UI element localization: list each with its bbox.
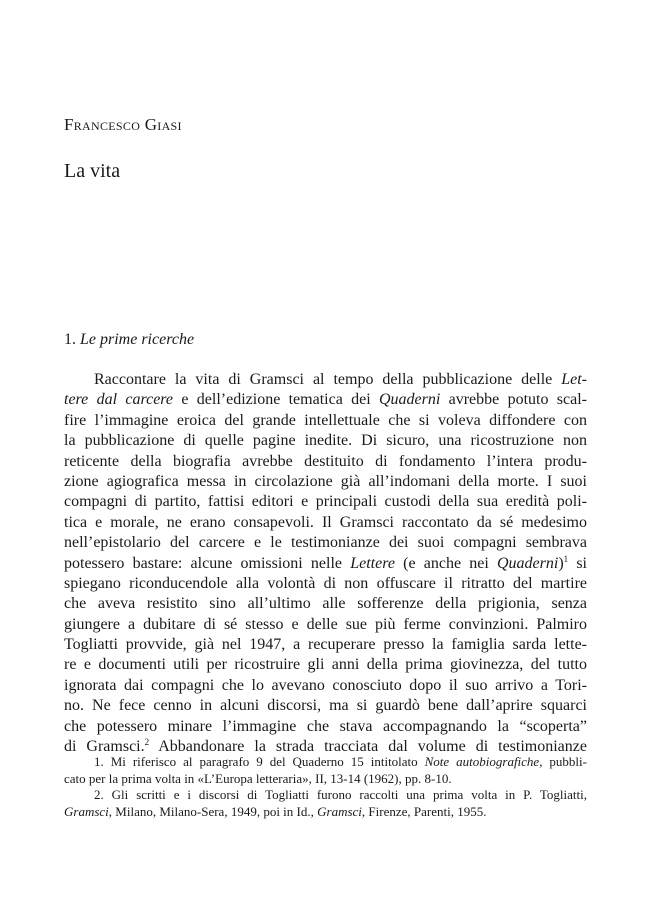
section-number: 1. xyxy=(64,331,76,348)
text-run: spiegano riconducendole alla volontà di non offuscare il ritratto del martire xyxy=(64,574,587,592)
paragraph-line xyxy=(64,635,587,655)
text-run: e dell’edizione tematica dei xyxy=(173,391,379,409)
text-run: , Firenze, Parenti, 1955. xyxy=(361,803,487,819)
text-run: che aveva resistito sino all’ultimo alle sofferenze della prigionia, senza xyxy=(64,595,587,613)
text-run: di Gramsci. xyxy=(64,738,145,756)
text-run: reticente della biografia avrebbe destituito di fondamento l’intera produ- xyxy=(64,452,587,470)
paragraph-line xyxy=(64,574,587,594)
section-heading xyxy=(64,331,194,349)
text-run: tica e morale, ne erano consapevoli. Il Gramsci raccontato da sé medesimo xyxy=(64,513,587,531)
text-run: la pubblicazione di quelle pagine inedite. Di sicuro, una ricostruzione non xyxy=(64,432,587,450)
body-text xyxy=(64,370,587,757)
footnote-line xyxy=(64,771,587,788)
text-run: fire l’immagine eroica del grande intellettuale che si voleva diffondere con xyxy=(64,411,587,429)
paragraph-line xyxy=(64,696,587,716)
paragraph-line xyxy=(64,717,587,737)
paragraph-line xyxy=(64,513,587,533)
author-name: Francesco Giasi xyxy=(64,115,182,134)
text-run: 1. Mi riferisco al paragrafo 9 del Quaderno 15 intitolato xyxy=(94,754,425,769)
paragraph-line xyxy=(64,533,587,553)
text-run: (e anche nei xyxy=(394,554,497,572)
text-run: no. Ne fece cenno in alcuni discorsi, ma si guardò bene dall’aprire squarci xyxy=(64,697,587,715)
chapter-title: La vita xyxy=(64,160,121,182)
paragraph-line xyxy=(64,655,587,675)
paragraph-line xyxy=(64,411,587,431)
footnote-line xyxy=(64,754,587,771)
paragraph-line xyxy=(64,615,587,635)
italic-text-run: Lettere xyxy=(350,554,395,572)
text-run: 2. Gli scritti e i discorsi di Togliatti furono raccolti una prima volta in P. Togliatti, xyxy=(94,787,587,802)
text-run: avrebbe potuto scal- xyxy=(440,391,587,409)
text-run: che potessero minare l’immagine che stava accompagnando la “scoperta” xyxy=(64,717,587,735)
text-run: , pubbli- xyxy=(539,754,587,769)
paragraph-line xyxy=(64,431,587,451)
footnotes xyxy=(64,754,587,820)
text-run: cato per la prima volta in «L’Europa letteraria», II, 13-14 (1962), pp. 8-10. xyxy=(64,770,452,786)
italic-text-run: Quaderni xyxy=(496,554,559,572)
italic-text-run: Gramsci xyxy=(64,803,109,819)
paragraph-line xyxy=(64,472,587,492)
section-title: Le prime ricerche xyxy=(80,331,195,348)
text-run: Raccontare la vita di Gramsci al tempo della pubblicazione delle xyxy=(94,371,562,388)
text-run: compagni di partito, fattisi editori e principali custodi della sua eredità poli- xyxy=(64,493,587,511)
paragraph-line xyxy=(64,370,587,390)
paragraph-line xyxy=(64,554,587,574)
italic-text-run: Note autobiografiche xyxy=(424,754,540,769)
text-run: potessero bastare: alcune omissioni nelle xyxy=(64,554,351,572)
paragraph-line xyxy=(64,676,587,696)
text-run: giungere a dubitare di sé stesso e delle sue più ferme convinzioni. Palmiro xyxy=(64,615,587,633)
footnote-marker: 1 xyxy=(563,553,569,564)
italic-text-run: Quaderni xyxy=(378,391,441,409)
text-run: Abbandonare la strada tracciata dal volume di testimonianze xyxy=(149,738,587,756)
text-run: ) xyxy=(558,554,564,572)
paragraph-line xyxy=(64,390,587,410)
italic-text-run: Gramsci xyxy=(317,803,362,819)
footnote-line xyxy=(64,804,587,821)
text-run: re e documenti utili per ricostruire gli anni della prima giovinezza, del tutto xyxy=(64,656,587,674)
text-run: ignorata dai compagni che lo avevano conosciuto dopo il suo arrivo a Tori- xyxy=(64,676,587,694)
text-run: Togliatti provvide, già nel 1947, a recuperare presso la famiglia sarda lette- xyxy=(64,636,587,654)
footnote-marker: 2 xyxy=(144,737,150,748)
paragraph-line xyxy=(64,492,587,512)
paragraph-line xyxy=(64,452,587,472)
paragraph-line xyxy=(64,594,587,614)
text-run: zione agiografica messa in circolazione già all’indomani della morte. I suoi xyxy=(64,472,587,490)
text-run: , Milano, Milano-Sera, 1949, poi in Id., xyxy=(108,803,318,819)
text-run: nell’epistolario del carcere e le testimonianze dei suoi compagni sembrava xyxy=(64,534,587,552)
text-run: si xyxy=(568,554,588,572)
italic-text-run: Let- xyxy=(561,371,587,388)
italic-text-run: tere dal carcere xyxy=(64,391,174,409)
footnote-line xyxy=(64,787,587,804)
